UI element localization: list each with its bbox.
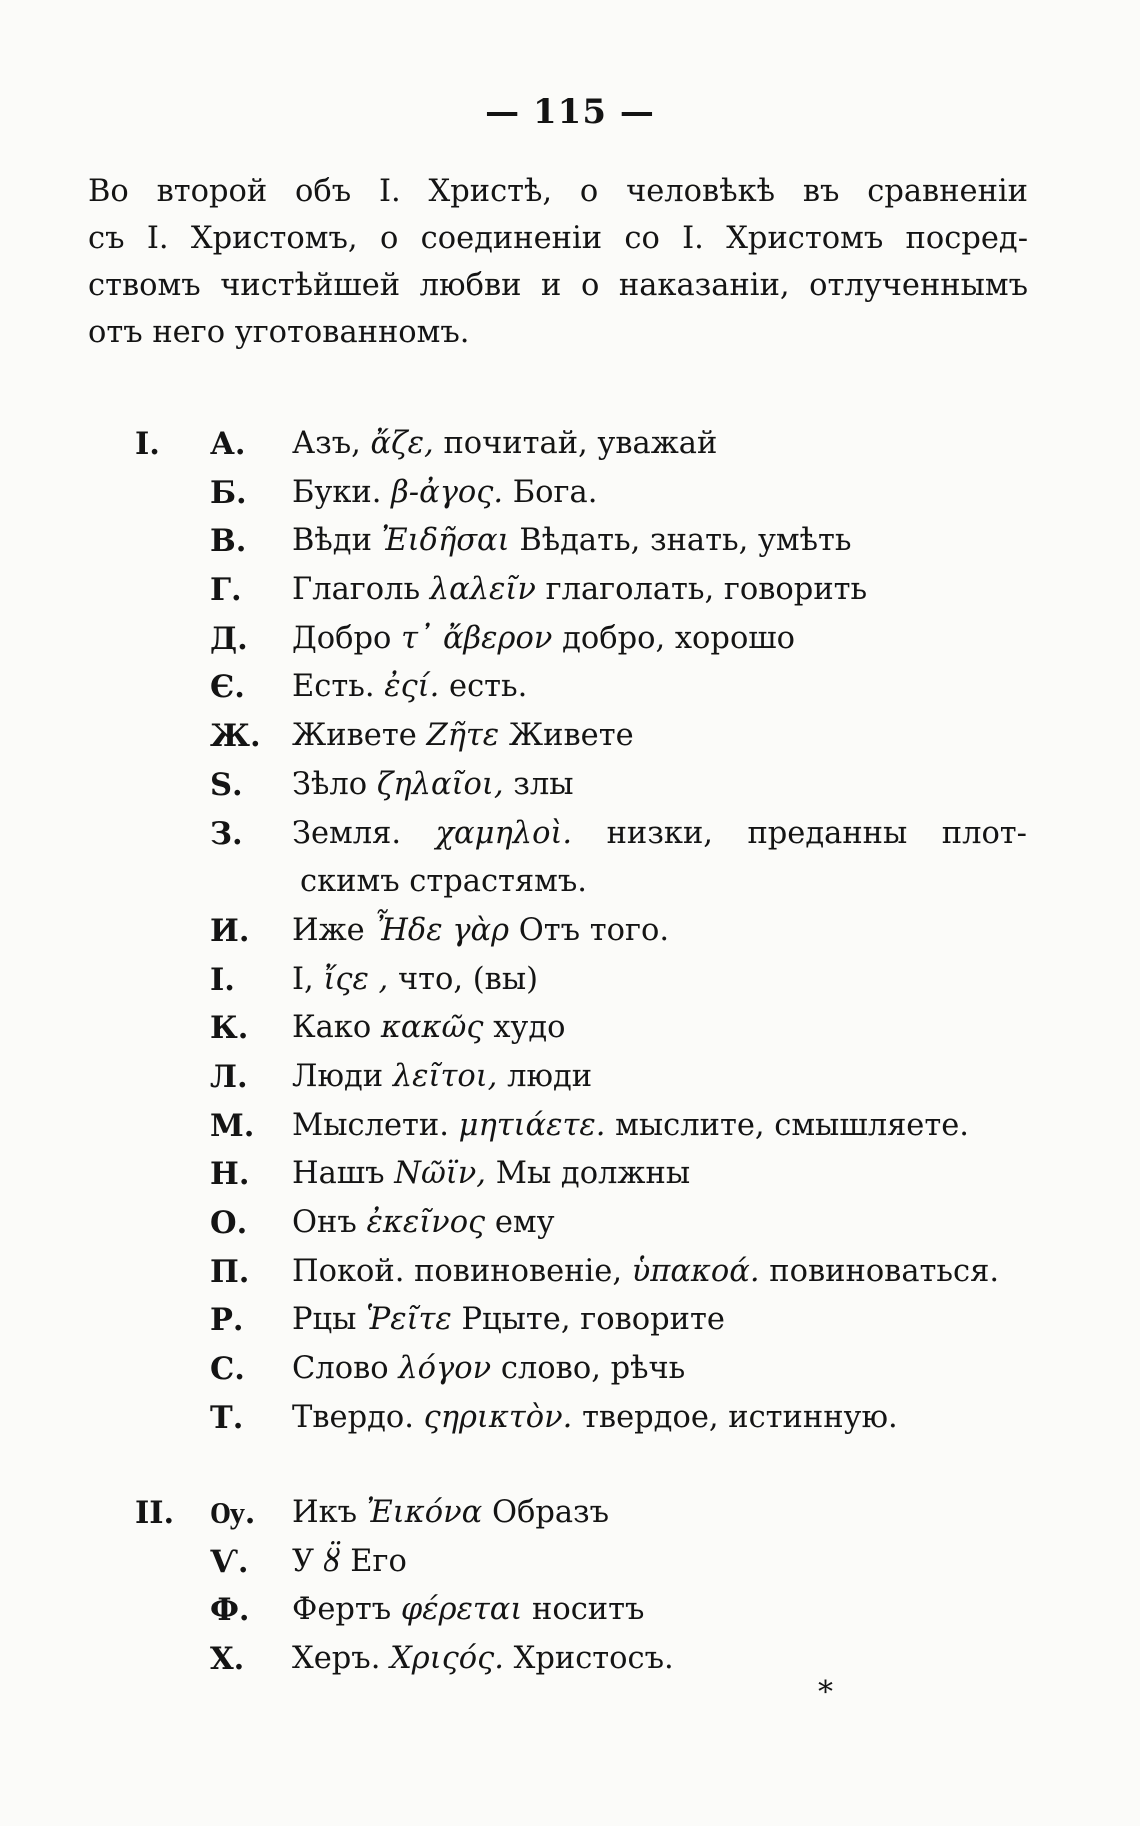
entry-text: [292, 1102, 969, 1151]
entry-letter: П.: [210, 1253, 250, 1290]
page-number: — 115 —: [485, 92, 655, 132]
entry-name: Твердо.: [292, 1399, 414, 1435]
intro-paragraph: [88, 168, 1028, 356]
entry-name: У: [292, 1543, 315, 1579]
entry-greek: ἄζε,: [370, 426, 434, 461]
entry-letter: З.: [210, 815, 243, 852]
intro-line: Во второй объ I. Христѣ, о человѣкѣ въ сравненіи: [88, 174, 1028, 209]
entry-name: Херъ.: [292, 1641, 381, 1677]
section-numeral: II.: [135, 1495, 175, 1531]
entry-text: [292, 1150, 690, 1199]
entry-greek: ἐκεῖνος: [366, 1205, 486, 1240]
alphabet-entry: [0, 663, 1140, 712]
entry-text: [292, 712, 634, 761]
entry-meaning: слово, рѣчь: [500, 1351, 686, 1387]
entry-letter: Ѹ.: [210, 1495, 256, 1531]
alphabet-entry: [0, 907, 1140, 956]
entry-text: [292, 907, 669, 956]
entry-text: [292, 1053, 592, 1102]
entry-greek: ζηλαῖοι,: [376, 766, 504, 802]
entry-letter: Ѵ.: [210, 1543, 249, 1580]
entry-meaning: что, (вы): [397, 961, 539, 997]
entry-greek: λόγον: [398, 1351, 492, 1387]
entry-text: [292, 1538, 407, 1587]
alphabet-entry: [0, 1296, 1140, 1345]
entry-name: Фертъ: [292, 1592, 392, 1628]
entry-meaning: ему: [494, 1205, 555, 1240]
entry-meaning: Вѣдать, знать, умѣть: [519, 523, 852, 559]
entry-text: [292, 1296, 725, 1345]
entry-name: Добро: [292, 620, 392, 656]
entry-name: Икъ: [292, 1495, 358, 1530]
entry-name: Онъ: [292, 1205, 357, 1240]
alphabet-entry: [0, 1248, 1140, 1297]
entry-letter: Б.: [210, 474, 247, 511]
entry-text: [292, 663, 527, 712]
entry-meaning: Бога.: [512, 474, 598, 510]
entry-letter: Х.: [210, 1641, 245, 1678]
entry-text: [292, 615, 795, 664]
entry-greek: λαλεῖν: [429, 572, 536, 608]
entry-name: Зѣло: [292, 766, 368, 802]
alphabet-entry: [0, 469, 1140, 518]
entry-meaning: носитъ: [532, 1592, 645, 1628]
entry-continuation: скимъ страстямъ.: [300, 864, 587, 900]
entry-name: Слово: [292, 1351, 389, 1387]
entry-meaning: Христосъ.: [513, 1641, 674, 1677]
entry-letter: М.: [210, 1107, 255, 1144]
entry-name: Азъ,: [292, 426, 361, 461]
entry-name: Земля.: [292, 815, 402, 851]
entry-name: Буки.: [292, 474, 382, 510]
entry-greek: φέρεται: [400, 1592, 523, 1628]
alphabet-entry: [0, 1345, 1140, 1394]
entry-text: [292, 1635, 674, 1684]
alphabet-entry: [0, 420, 1140, 469]
entry-meaning: Мы должны: [495, 1156, 691, 1192]
entry-greek: Ζῆτε: [426, 718, 500, 754]
alphabet-entry: [0, 1538, 1140, 1587]
entry-greek: ἐςί.: [384, 669, 440, 705]
entry-letter: С.: [210, 1351, 245, 1388]
entry-meaning: мыслите, смышляете.: [615, 1107, 969, 1143]
entry-meaning: почитай, уважай: [443, 426, 718, 461]
entry-greek: Ἦδε γὰρ: [374, 912, 510, 948]
entry-greek: τ᾽ ἄβερον: [401, 620, 553, 656]
section-numeral: I.: [135, 426, 160, 462]
entry-letter: Ф.: [210, 1592, 250, 1629]
entry-meaning: есть.: [449, 669, 528, 705]
entry-name: Како: [292, 1010, 372, 1046]
entry-name: Глаголь: [292, 572, 421, 608]
entry-meaning: худо: [493, 1010, 566, 1046]
entry-greek: κακῶς: [380, 1010, 484, 1046]
entry-text: [292, 517, 852, 566]
entry-greek: Χριςός.: [390, 1641, 504, 1677]
entry-letter: А.: [210, 426, 246, 462]
entry-letter: Л.: [210, 1058, 248, 1095]
entry-greek: χαμηλοὶ.: [435, 815, 573, 851]
alphabet-entry: [0, 712, 1140, 761]
alphabet-entry: [0, 566, 1140, 615]
entry-name: Вѣди: [292, 523, 372, 559]
entry-text: [292, 1248, 999, 1297]
entry-letter: Ѕ.: [210, 766, 243, 803]
entry-name: Рцы: [292, 1302, 357, 1338]
entry-name: Живете: [292, 718, 417, 754]
entry-greek: ὑπακοά.: [631, 1253, 760, 1289]
alphabet-entry: [0, 1150, 1140, 1199]
entry-name: I,: [292, 961, 314, 997]
entry-text: [292, 566, 867, 615]
alphabet-entry: [0, 517, 1140, 566]
alphabet-entry-continuation: [0, 858, 1140, 907]
entry-letter: В.: [210, 523, 247, 560]
entry-name: Мыслети.: [292, 1107, 449, 1143]
entry-letter: Ж.: [210, 718, 261, 755]
entry-letter: Д.: [210, 620, 248, 657]
entry-text: [292, 1345, 685, 1394]
entry-letter: И.: [210, 912, 250, 949]
entry-letter: Н.: [210, 1156, 250, 1193]
entry-meaning: низки, преданны плот-: [606, 815, 1027, 851]
entry-greek: λεῖτοι,: [392, 1058, 498, 1094]
entry-name: Есть.: [292, 669, 375, 705]
entry-letter: К.: [210, 1010, 249, 1047]
entry-greek: Νῶϊν,: [394, 1156, 487, 1192]
alphabet-entry: [0, 615, 1140, 664]
entry-meaning: глаголать, говорить: [545, 572, 868, 608]
entry-meaning: Живете: [508, 718, 634, 754]
entry-text: [292, 1199, 555, 1248]
entry-greek: ȣ̈: [323, 1543, 341, 1579]
alphabet-entry: [0, 1053, 1140, 1102]
section-one-list: [0, 420, 1140, 1442]
alphabet-entry: [0, 1635, 1140, 1684]
alphabet-entry: [0, 1586, 1140, 1635]
entry-letter: I.: [210, 961, 235, 998]
entry-meaning: Рцыте, говорите: [461, 1302, 725, 1338]
alphabet-entry: [0, 1102, 1140, 1151]
entry-greek: Ἐικόνα: [366, 1495, 483, 1530]
intro-line: отъ него уготованномъ.: [88, 315, 470, 350]
entry-meaning: твердое, истинную.: [582, 1399, 898, 1435]
entry-name: Люди: [292, 1058, 384, 1094]
entry-name: Иже: [292, 912, 365, 948]
alphabet-entry: [0, 1394, 1140, 1443]
entry-text: [292, 761, 574, 810]
entry-greek: Ῥεῖτε: [366, 1302, 452, 1338]
entry-greek: ἴςε ,: [323, 961, 389, 997]
entry-meaning: злы: [513, 766, 574, 802]
entry-greek: Ἐιδῆσαι: [381, 523, 510, 559]
entry-meaning: Отъ того.: [518, 912, 670, 948]
entry-meaning: Образъ: [491, 1495, 610, 1530]
intro-line: ствомъ чистѣйшей любви и о наказаніи, отлученнымъ: [88, 268, 1028, 303]
entry-greek: ςηρικτὸν.: [423, 1399, 573, 1435]
entry-name: Нашъ: [292, 1156, 385, 1192]
entry-greek: μητιάετε.: [458, 1107, 606, 1143]
entry-meaning: добро, хорошо: [562, 620, 796, 656]
entry-greek: β-ἀγος.: [391, 474, 504, 510]
entry-text: [292, 956, 538, 1005]
intro-line: съ I. Христомъ, о соединеніи со I. Христомъ посред-: [88, 221, 1028, 256]
alphabet-entry: [0, 1199, 1140, 1248]
entry-meaning: люди: [507, 1058, 593, 1094]
entry-meaning: повиноваться.: [769, 1253, 1000, 1289]
entry-text: [292, 1394, 898, 1443]
alphabet-entry: [0, 810, 1140, 859]
alphabet-entry: [0, 761, 1140, 810]
entry-text: [292, 1586, 644, 1635]
entry-letter: О.: [210, 1205, 248, 1241]
entry-letter: Є.: [210, 669, 245, 706]
entry-text: [292, 1489, 609, 1538]
section-two-list: [0, 1489, 1140, 1684]
entry-name: Покой. повиновеніе,: [292, 1253, 623, 1289]
alphabet-entry: [0, 1489, 1140, 1538]
alphabet-entry: [0, 956, 1140, 1005]
entry-text: [292, 810, 1027, 859]
entry-letter: Р.: [210, 1302, 244, 1339]
entry-meaning: Его: [350, 1543, 407, 1579]
footnote-asterisk: *: [818, 1675, 833, 1710]
entry-letter: Г.: [210, 572, 242, 609]
entry-text: [292, 469, 597, 518]
entry-text: [292, 420, 717, 469]
alphabet-entry: [0, 1004, 1140, 1053]
entry-text: [292, 1004, 565, 1053]
entry-letter: Т.: [210, 1399, 244, 1436]
